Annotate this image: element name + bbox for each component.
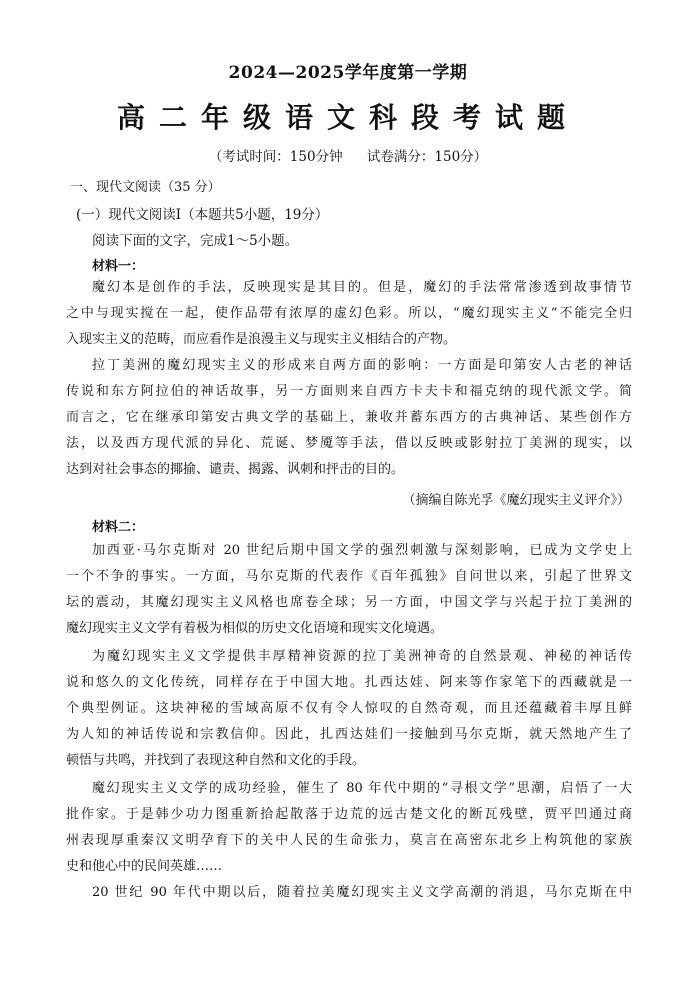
text-line: 拉丁美洲的魔幻现实主义的形成来自两方面的影响：一方面是印第安人古老的神话 [92, 358, 632, 373]
text-line: 加西亚·马尔克斯对 20 世纪后期中国文学的强烈刺激与深刻影响，已成为文学史上 [92, 543, 632, 558]
material2-paragraph-3 [66, 776, 632, 880]
section-heading: 一、现代文阅读（35 分） [70, 180, 221, 195]
material1-paragraph-1 [66, 275, 632, 353]
material1-source: （摘编自陈光孚《魔幻现实主义评介》） [402, 493, 630, 508]
text-line: 魔幻现实主义文学的成功经验，催生了 80 年代中期的“寻根文学”思潮，启悟了一大 [92, 781, 632, 796]
text-line: 批作家。于是韩少功力图重新拾起散落于边荒的远古楚文化的断瓦残壁，贾平凹通过商 [66, 807, 632, 822]
text-line: 入现实主义的范畴，而应看作是浪漫主义与现实主义相结合的产物。 [66, 332, 457, 347]
text-line: 魔幻现实主义文学有着极为相似的历史文化语境和现实文化境遇。 [66, 621, 444, 636]
material2-paragraph-4 [66, 880, 632, 906]
text-line: 为魔幻现实主义文学提供丰厚精神资源的拉丁美洲神奇的自然景观、神秘的神话传 [92, 649, 632, 664]
text-line: 达到对社会事态的揶揄、谴责、揭露、讽刺和抨击的目的。 [66, 462, 405, 477]
text-line: 坛的震动，其魔幻现实主义风格也席卷全球；另一方面，中国文学与兴起于拉丁美洲的 [66, 595, 632, 610]
exam-time: （考试时间：150分钟 [208, 149, 343, 165]
text-line: 顿悟与共鸣，并找到了表现这种自然和文化的手段。 [66, 753, 366, 768]
text-line: 史和他心中的民间英雄…… [66, 859, 223, 874]
text-line: 传说和东方阿拉伯的神话故事，另一方面则来自西方卡夫卡和福克纳的现代派文学。简 [66, 384, 632, 399]
text-line: 而言之，它在继承印第安古典文学的基础上，兼收并蓄东西方的古典神话、某些创作方 [66, 410, 632, 425]
material2-paragraph-2 [66, 644, 632, 774]
text-line: 为人知的神话传说和宗教信仰。因此，扎西达娃们一接触到马尔克斯，就天然地产生了 [66, 727, 632, 742]
school-year-heading: 2024—2025学年度第一学期 [228, 63, 468, 83]
exam-info [0, 145, 696, 165]
part-heading: (一）现代文阅读Ⅰ（本题共5小题，19分） [76, 207, 329, 223]
instruction-text: 阅读下面的文字，完成1～5小题。 [92, 233, 299, 249]
text-line: 法，以及西方现代派的异化、荒诞、梦魇等手法，借以反映或影射拉丁美洲的现实，以 [66, 436, 632, 451]
text-line: 州表现厚重秦汉文明孕育下的关中人民的生命张力，莫言在高密东北乡上构筑他的家族 [66, 833, 632, 848]
full-score: 试卷满分：150分） [366, 149, 488, 165]
text-line: 一个不争的事实。一方面，马尔克斯的代表作《百年孤独》自问世以来，引起了世界文 [66, 569, 632, 584]
text-line: 魔幻本是创作的手法，反映现实是其目的。但是，魔幻的手法常常渗透到故事情节 [92, 280, 632, 295]
text-line: 之中与现实搅在一起，使作品带有浓厚的虚幻色彩。所以，“魔幻现实主义”不能完全归 [66, 306, 632, 321]
material1-label: 材料一： [92, 259, 145, 274]
material2-label: 材料二： [92, 520, 145, 535]
text-line: 20 世纪 90 年代中期以后，随着拉美魔幻现实主义文学高潮的消退，马尔克斯在中 [92, 885, 632, 900]
material1-paragraph-2 [66, 353, 632, 483]
text-line: 说和悠久的文化传统，同样存在于中国大地。扎西达娃、阿来等作家笔下的西藏就是一 [66, 675, 632, 690]
material2-paragraph-1 [66, 538, 632, 642]
text-line: 个典型例证。这块神秘的雪域高原不仅有令人惊叹的自然奇观，而且还蕴藏着丰厚且鲜 [66, 701, 632, 716]
exam-title: 高二年级语文科段考试题 [116, 101, 579, 134]
